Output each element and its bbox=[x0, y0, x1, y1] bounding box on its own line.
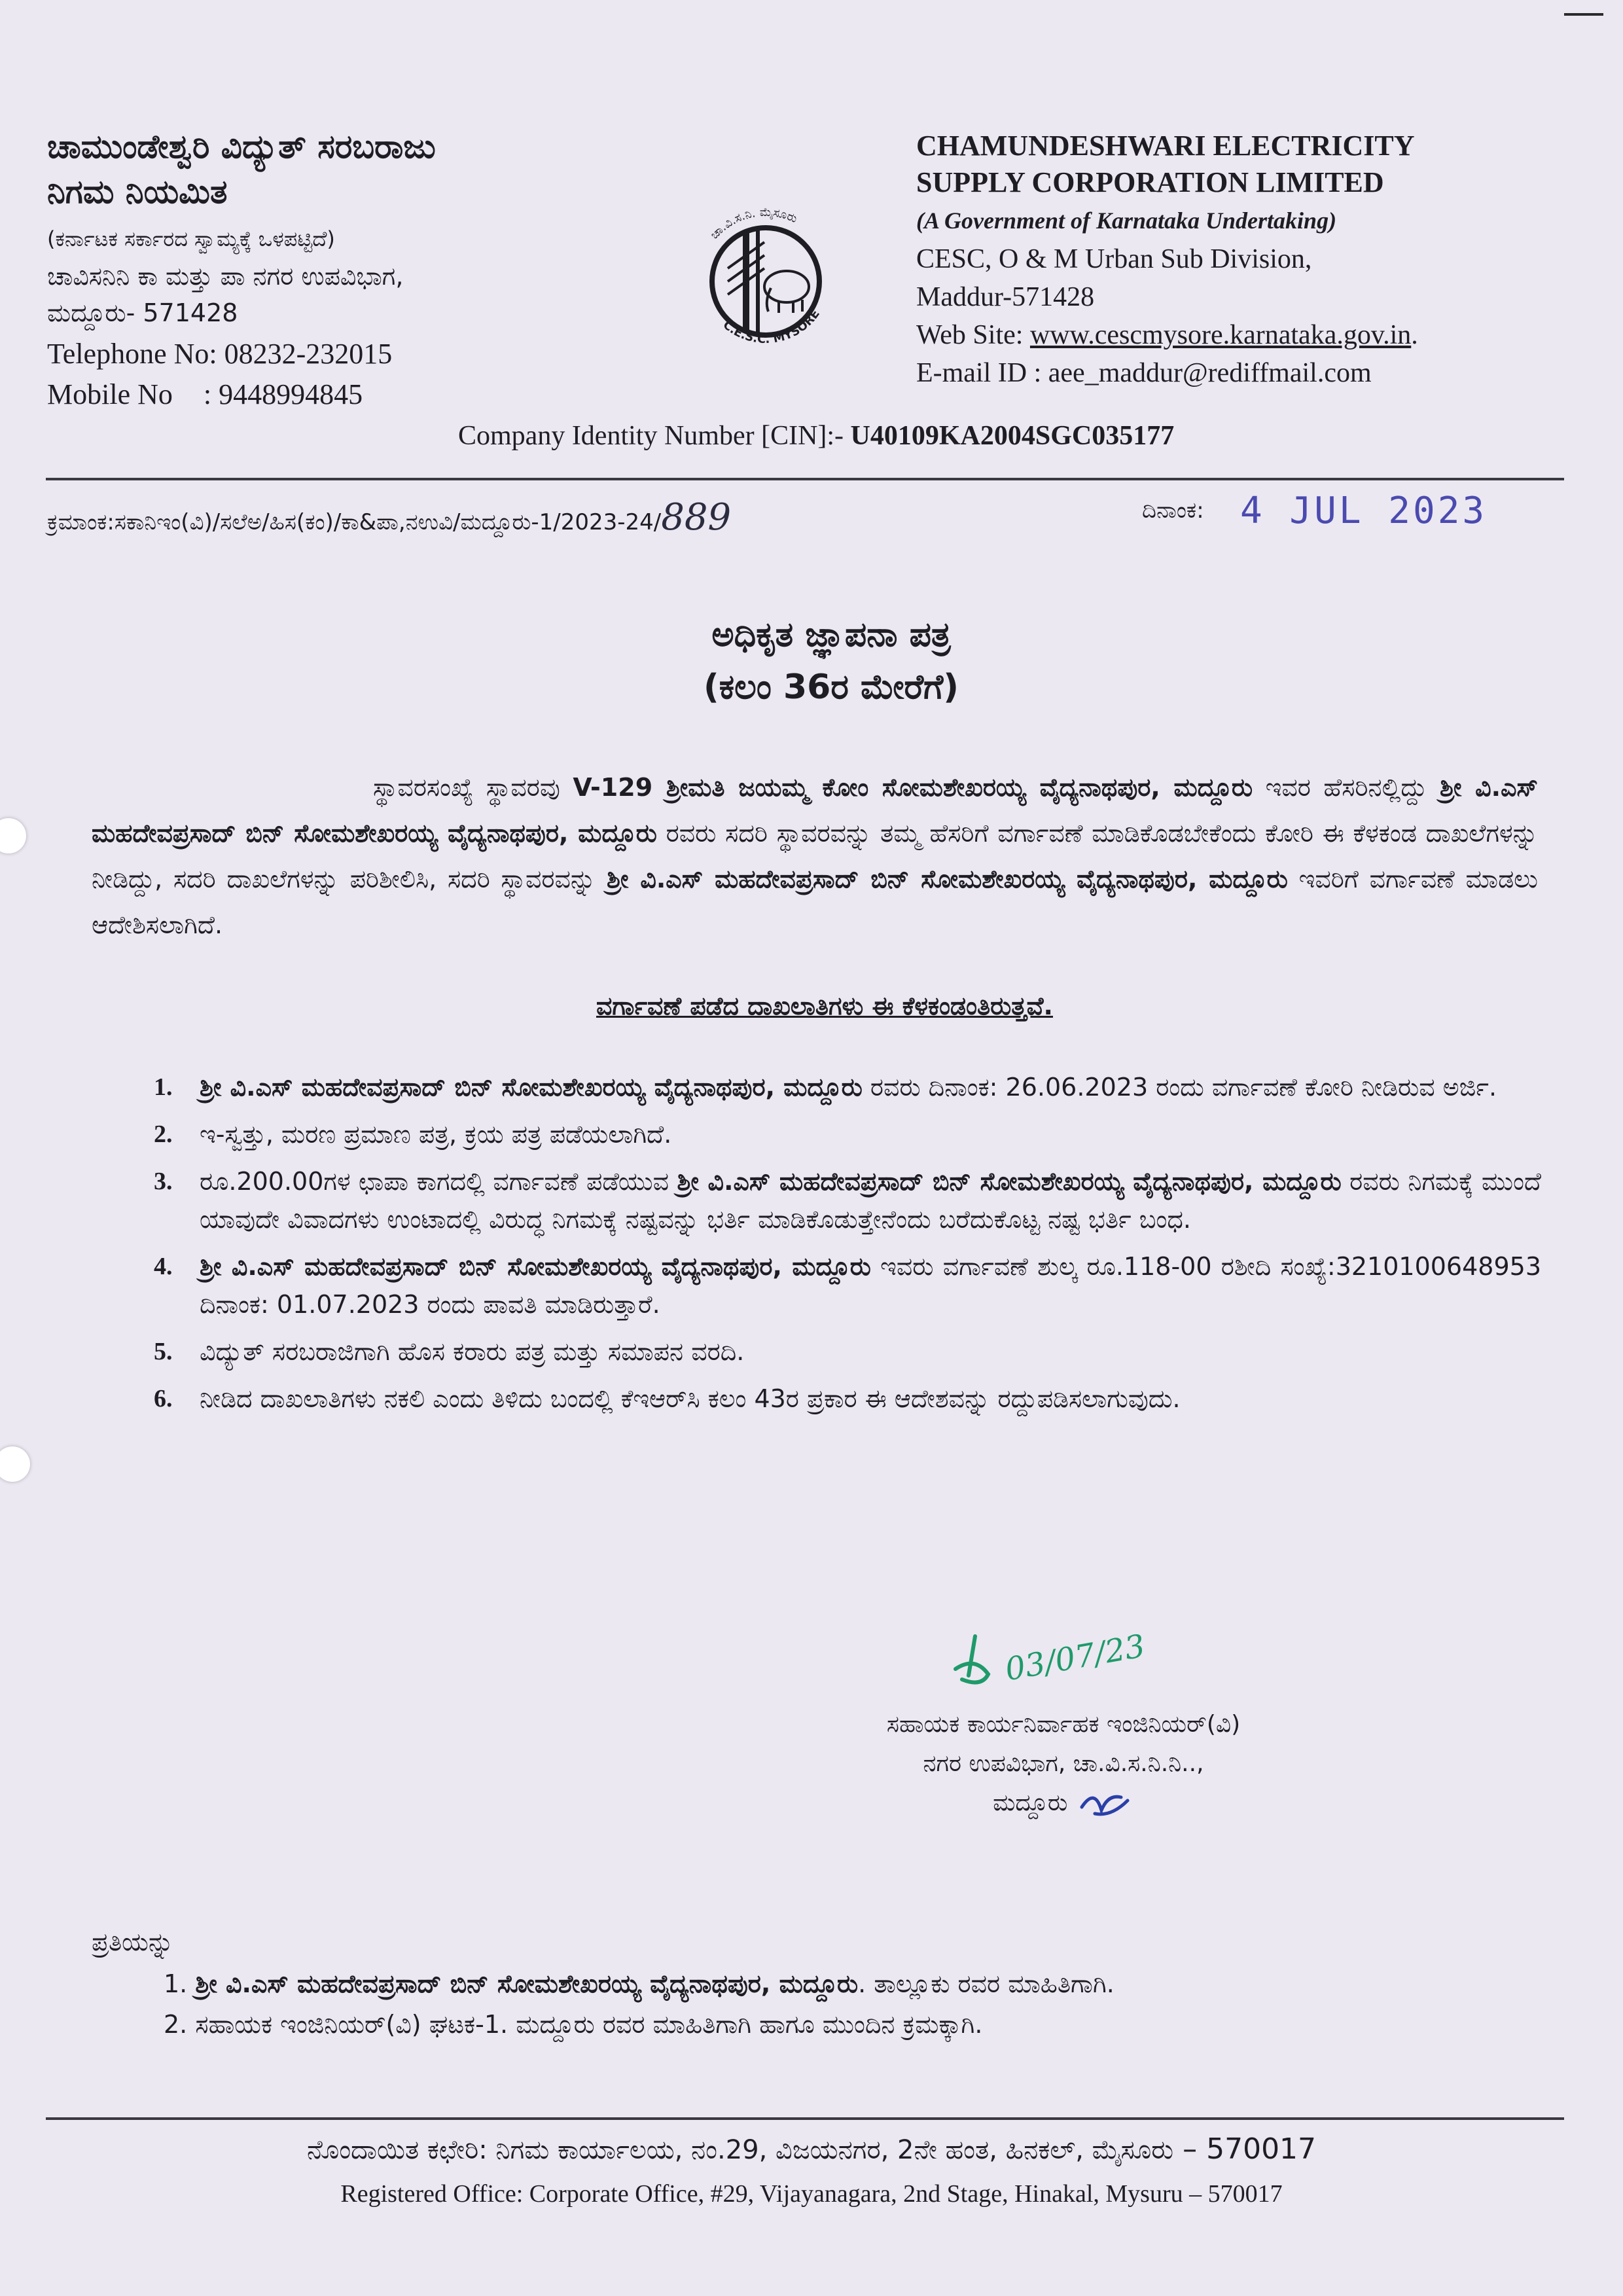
footer-kannada bbox=[0, 2132, 1623, 2166]
stamp-date: 4 JUL 2023 bbox=[1240, 490, 1488, 532]
punch-hole-bottom bbox=[0, 1446, 30, 1482]
list-item-bold: ಶ್ರೀ ವಿ.ಎಸ್ ಮಹದೇವಪ್ರಸಾದ್ ಬಿನ್ ಸೋಮಶೇಖರಯ್ಯ ವೈದ್ಯನಾಥಪುರ, ಮದ್ದೂರು bbox=[677, 1167, 1342, 1196]
cin-value: U40109KA2004SGC035177 bbox=[850, 421, 1175, 451]
copy-to-label: ಪ್ರತಿಯನ್ನು bbox=[92, 1928, 174, 1956]
division-english: CESC, O & M Urban Sub Division, bbox=[916, 244, 1312, 274]
copy-to-number: 1. bbox=[164, 1969, 196, 1998]
reference-text: ಕ್ರಮಾಂಕ:ಸಕಾನಿಇಂ(ವಿ)/ಸಲೆಅ/ಹಿಸ(ಕಂ)/ಕಾ&ಪಾ,ನಉವಿ/ಮದ್ದೂರು-1/2023-24/ bbox=[47, 509, 662, 535]
date-stamp bbox=[1240, 490, 1487, 532]
govt-note-english: (A Government of Karnataka Undertaking) bbox=[916, 207, 1337, 234]
govt-note-kannada: (ಕರ್ನಾಟಕ ಸರ್ಕಾರದ ಸ್ವಾಮ್ಯಕ್ಕೆ ಒಳಪಟ್ಟಿದೆ) bbox=[47, 226, 335, 251]
list-item-number: 2. bbox=[154, 1121, 173, 1148]
telephone: Telephone No: 08232-232015 bbox=[47, 338, 393, 370]
city-english: Maddur-571428 bbox=[916, 282, 1095, 312]
copy-to-item: 2. ಸಹಾಯಕ ಇಂಜಿನಿಯರ್(ವಿ) ಘಟಕ-1. ಮದ್ದೂರು ರವರ ಮಾಹಿತಿಗಾಗಿ ಹಾಗೂ ಮುಂದಿನ ಕ್ರಮಕ್ಕಾಗಿ. bbox=[164, 2010, 983, 2039]
list-item bbox=[154, 1068, 1541, 1106]
list-item-bold: ಶ್ರೀ ವಿ.ಎಸ್ ಮಹದೇವಪ್ರಸಾದ್ ಬಿನ್ ಸೋಮಶೇಖರಯ್ಯ ವೈದ್ಯನಾಥಪುರ, ಮದ್ದೂರು bbox=[200, 1073, 863, 1102]
list-item-number: 6. bbox=[154, 1385, 173, 1412]
list-item bbox=[154, 1380, 1541, 1418]
list-item-text: ಇವರು ವರ್ಗಾವಣೆ ಶುಲ್ಕ ರೂ.118-00 ರಶೀದಿ ಸಂಖ್ಯೆ:3210100648953 ದಿನಾಂಕ: 01.07.2023 ರಂದು ಪಾವತಿ ಮಾಡಿರುತ್ತಾರೆ. bbox=[200, 1252, 1541, 1319]
mobile bbox=[47, 374, 436, 415]
org-name-kannada-line1: ಚಾಮುಂಡೇಶ್ವರಿ ವಿದ್ಯುತ್ ಸರಬರಾಜು bbox=[47, 128, 436, 166]
footer-divider bbox=[46, 2117, 1564, 2120]
body-bold-2: ಶ್ರೀ ವಿ.ಎಸ್ ಮಹದೇವಪ್ರಸಾದ್ ಬಿನ್ ಸೋಮಶೇಖರಯ್ಯ ವೈದ್ಯನಾಥಪುರ, ಮದ್ದೂರು bbox=[92, 773, 1538, 848]
org-name-kannada-line2: ನಿಗಮ ನಿಯಮಿತ bbox=[47, 173, 228, 211]
svg-text:C.E.S.C. MYSORE bbox=[721, 307, 823, 346]
footer-address-kannada: ನೊಂದಾಯಿತ ಕಛೇರಿ: ನಿಗಮ ಕಾರ್ಯಾಲಯ, ನಂ.29, ವಿಜಯನಗರ, 2ನೇ ಹಂತ, ಹಿನಕಲ್, ಮೈಸೂರು bbox=[306, 2135, 1174, 2165]
list-item-number: 5. bbox=[154, 1338, 173, 1365]
list-item-text: ರೂ.200.00ಗಳ ಛಾಪಾ ಕಾಗದಲ್ಲಿ ವರ್ಗಾವಣೆ ಪಡೆಯುವ bbox=[200, 1167, 677, 1196]
mobile-label: Mobile No bbox=[47, 378, 173, 410]
body-text-1: ಸ್ಥಾವರಸಂಖ್ಯೆ ಸ್ಥಾವರವು bbox=[373, 773, 573, 802]
copy-to-item bbox=[164, 1964, 1115, 2004]
signatory-block bbox=[785, 1705, 1342, 1823]
list-item bbox=[154, 1247, 1541, 1323]
copy-to-recipient: ಶ್ರೀ ವಿ.ಎಸ್ ಮಹದೇವಪ್ರಸಾದ್ ಬಿನ್ ಸೋಮಶೇಖರಯ್ಯ ವೈದ್ಯನಾಥಪುರ, ಮದ್ದೂರು bbox=[195, 1969, 859, 1998]
city-kannada: ಮದ್ದೂರು- 571428 bbox=[47, 298, 238, 327]
body-text-4: ಇವರಿಗೆ ವರ್ಗಾವಣೆ ಮಾಡಲು ಆದೇಶಿಸಲಾಗಿದೆ. bbox=[92, 865, 1538, 939]
list-item bbox=[154, 1115, 1541, 1153]
mobile-value: : 9448994845 bbox=[203, 378, 363, 410]
website-label: Web Site: bbox=[916, 320, 1030, 350]
punch-hole-top bbox=[0, 818, 26, 853]
letterhead-right bbox=[916, 128, 1418, 392]
email: E-mail ID : aee_maddur@rediffmail.com bbox=[916, 358, 1372, 388]
document-title: ಅಧಿಕೃತ ಜ್ಞಾಪನಾ ಪತ್ರ bbox=[711, 615, 951, 655]
letterhead-left bbox=[47, 124, 436, 415]
date-label: ದಿನಾಂಕ: bbox=[1142, 497, 1204, 524]
list-item-text: ಇ-ಸ್ವತ್ತು, ಮರಣ ಪ್ರಮಾಣ ಪತ್ರ, ಕ್ರಯ ಪತ್ರ ಪಡೆಯಲಾಗಿದೆ. bbox=[200, 1120, 672, 1149]
website-suffix: . bbox=[1411, 320, 1418, 350]
list-item bbox=[154, 1162, 1541, 1238]
copy-to-list bbox=[164, 1964, 1115, 2045]
documents-list bbox=[154, 1068, 1541, 1427]
signatory-location bbox=[785, 1784, 1342, 1823]
body-text-2: ಇವರ ಹೆಸರಿನಲ್ಲಿದ್ದು bbox=[1253, 773, 1440, 802]
handwritten-reference: 889 bbox=[661, 496, 732, 539]
svg-text:ಚಾ.ವಿ.ಸ.ನಿ. ಮೈಸೂರು bbox=[707, 206, 799, 242]
footer-english: Registered Office: Corporate Office, #29, Vijayanagara, 2nd Stage, Hinakal, Mysuru – 570017 bbox=[340, 2180, 1283, 2208]
list-item-text: ವಿದ್ಯುತ್ ಸರಬರಾಜಿಗಾಗಿ ಹೊಸ ಕರಾರು ಪತ್ರ ಮತ್ತು ಸಮಾಪನ ವರದಿ. bbox=[200, 1337, 745, 1366]
division-kannada: ಚಾವಿಸನಿನಿ ಕಾ ಮತ್ತು ಪಾ ನಗರ ಉಪವಿಭಾಗ, bbox=[47, 262, 404, 291]
body-bold-1: V-129 ಶ್ರೀಮತಿ ಜಯಮ್ಮ ಕೋಂ ಸೋಮಶೇಖರಯ್ಯ ವೈದ್ಯನಾಥಪುರ, ಮದ್ದೂರು bbox=[573, 773, 1253, 802]
list-item-text: ರವರು ದಿನಾಂಕ: 26.06.2023 ರಂದು ವರ್ಗಾವಣೆ ಕೋರಿ ನೀಡಿರುವ ಅರ್ಜಿ. bbox=[862, 1073, 1497, 1102]
body-paragraph bbox=[92, 764, 1538, 948]
reference-number bbox=[47, 496, 731, 539]
list-item-number: 4. bbox=[154, 1253, 173, 1280]
company-logo bbox=[681, 196, 851, 367]
signatory-title: ಸಹಾಯಕ ಕಾರ್ಯನಿರ್ವಾಹಕ ಇಂಜಿನಿಯರ್(ವಿ) bbox=[886, 1711, 1241, 1738]
document-subtitle: (ಕಲಂ 36ರ ಮೇರೆಗೆ) bbox=[703, 668, 959, 707]
cin-label: Company Identity Number [CIN]:- bbox=[458, 421, 851, 451]
scan-edge-mark bbox=[1564, 13, 1603, 16]
list-item-text: ನೀಡಿದ ದಾಖಲಾತಿಗಳು ನಕಲಿ ಎಂದು ತಿಳಿದು ಬಂದಲ್ಲಿ ಕೆಇಆರ್‌ಸಿ ಕಲಂ 43ರ ಪ್ರಕಾರ ಈ ಆದೇಶವನ್ನು ರದ್ದುಪಡಿಸಲಾಗುವುದು. bbox=[200, 1384, 1181, 1413]
copy-to-purpose: . ತಾಲ್ಲೂಕು ರವರ ಮಾಹಿತಿಗಾಗಿ. bbox=[858, 1969, 1115, 1998]
list-item-bold: ಶ್ರೀ ವಿ.ಎಸ್ ಮಹದೇವಪ್ರಸಾದ್ ಬಿನ್ ಸೋಮಶೇಖರಯ್ಯ ವೈದ್ಯನಾಥಪುರ, ಮದ್ದೂರು bbox=[200, 1252, 871, 1281]
logo-top-text: ಚಾ.ವಿ.ಸ.ನಿ. ಮೈಸೂರು bbox=[707, 205, 800, 242]
footer-pin: – 570017 bbox=[1173, 2132, 1317, 2166]
website bbox=[916, 316, 1418, 354]
initials-signature bbox=[1075, 1787, 1134, 1820]
body-bold-3: ಶ್ರೀ ವಿ.ಎಸ್ ಮಹದೇವಪ್ರಸಾದ್ ಬಿನ್ ಸೋಮಶೇಖರಯ್ಯ ವೈದ್ಯನಾಥಪುರ, ಮದ್ದೂರು bbox=[606, 865, 1288, 893]
signatory-division: ನಗರ ಉಪವಿಭಾಗ, ಚಾ.ವಿ.ಸ.ನಿ.ನಿ.., bbox=[923, 1750, 1204, 1777]
list-item-number: 1. bbox=[154, 1073, 173, 1101]
cin-line bbox=[458, 420, 1174, 452]
documents-heading: ವರ್ಗಾವಣೆ ಪಡೆದ ದಾಖಲಾತಿಗಳು ಈ ಕೆಳಕಂಡಂತಿರುತ್ತವೆ. bbox=[596, 992, 1053, 1020]
header-divider bbox=[46, 478, 1564, 480]
logo-bottom-text: C.E.S.C. MYSORE bbox=[720, 307, 823, 347]
org-name-english-line1: CHAMUNDESHWARI ELECTRICITY bbox=[916, 130, 1415, 162]
org-name-english-line2: SUPPLY CORPORATION LIMITED bbox=[916, 166, 1384, 198]
list-item-text: ರವರು ನಿಗಮಕ್ಕೆ ಮುಂದೆ ಯಾವುದೇ ವಿವಾದಗಳು ಉಂಟಾದಲ್ಲಿ ವಿರುದ್ಧ ನಿಗಮಕ್ಕೆ ನಷ್ಟವನ್ನು ಭರ್ತಿ ಮಾಡಿಕೊಡುತ್ತೇನೆಂದು ಬರೆದುಕೊಟ್ಟ ನಷ್ಟ ಭರ್ತಿ ಬಂಧ. bbox=[200, 1167, 1541, 1234]
list-item bbox=[154, 1333, 1541, 1371]
signatory-city: ಮದ್ದೂರು bbox=[993, 1789, 1068, 1816]
list-item-number: 3. bbox=[154, 1168, 173, 1195]
handwritten-signature-date: 03/07/23 bbox=[1002, 1627, 1148, 1689]
body-text-3: ರವರು ಸದರಿ ಸ್ಥಾವರವನ್ನು ತಮ್ಮ ಹೆಸರಿಗೆ ವರ್ಗಾವಣೆ ಮಾಡಿಕೊಡಬೇಕೆಂದು ಕೋರಿ ಈ ಕೆಳಕಂಡ ದಾಖಲೆಗಳನ್ನು ನೀಡಿದ್ದು, ಸದರಿ ದಾಖಲೆಗಳನ್ನು ಪರಿಶೀಲಿಸಿ, ಸದರಿ ಸ್ಥಾವರವನ್ನು bbox=[92, 819, 1538, 893]
website-link[interactable]: www.cescmysore.karnataka.gov.in bbox=[1029, 320, 1412, 350]
